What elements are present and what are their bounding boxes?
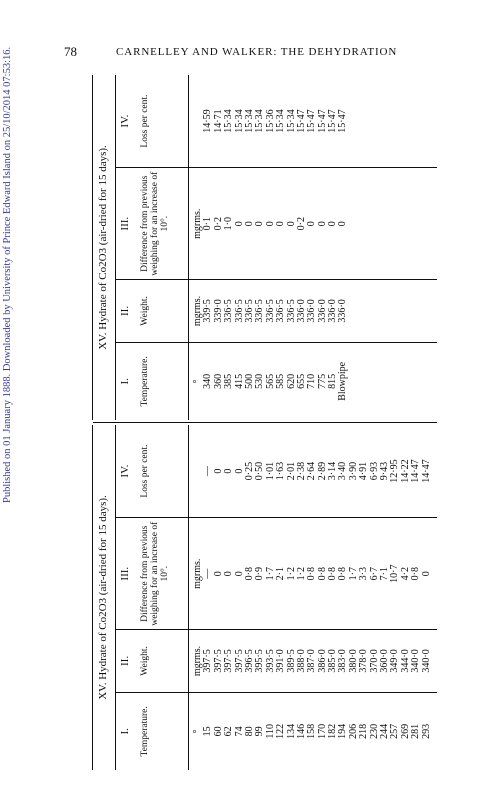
table-cell: 3·3: [358, 567, 370, 581]
table-cell: 344·0: [399, 649, 411, 673]
table-cell: 0: [212, 571, 224, 577]
table-cell: 0: [223, 468, 235, 474]
table-left-body: [187, 425, 437, 770]
table-cell: 15·47: [337, 109, 349, 133]
table-cell: 15·34: [223, 109, 235, 133]
table-cell: 15·34: [285, 109, 297, 133]
table-cell: 336·0: [337, 299, 349, 323]
col-label: Temperature.: [140, 706, 150, 757]
table-cell: 182: [327, 723, 339, 739]
rotated-tables: [92, 75, 437, 770]
table-cell: 15·47: [306, 109, 318, 133]
table-cell: 4·2: [399, 567, 411, 581]
col-num: III.: [119, 566, 131, 581]
table-cell: 0·8: [410, 567, 422, 581]
table-cell: 378·0: [358, 649, 370, 673]
table-cell: 170: [316, 723, 328, 739]
table-cell: 385: [223, 373, 235, 389]
table-cell: 15·47: [327, 109, 339, 133]
table-cell: 336·5: [254, 299, 266, 323]
table-cell: 0·8: [327, 567, 339, 581]
table-cell: 2·89: [316, 461, 328, 481]
table-cell: 206: [347, 723, 359, 739]
table-cell: 387·0: [306, 649, 318, 673]
table-cell: 110: [264, 724, 276, 739]
table-cell: 0·9: [254, 567, 266, 581]
table-cell: mgrms.: [192, 558, 203, 589]
table-cell: 336·5: [264, 299, 276, 323]
table-cell: 360: [212, 373, 224, 389]
temperature-column: [187, 342, 437, 420]
table-cell: 15·36: [264, 109, 276, 133]
col-label: Temperature.: [140, 356, 150, 407]
table-cell: 0: [254, 221, 266, 227]
table-cell: 385·0: [327, 649, 339, 673]
table-cell: 815: [327, 373, 339, 389]
table-cell: 3·90: [347, 461, 359, 481]
table-cell: 1·01: [264, 461, 276, 481]
table-cell: 0: [316, 221, 328, 227]
table-cell: 397·5: [223, 649, 235, 673]
table-cell: mgrms.: [192, 645, 203, 677]
table-cell: 336·5: [223, 299, 235, 323]
table-cell: 230: [368, 723, 380, 739]
table-cell: 530: [254, 373, 266, 389]
table-cell: 194: [337, 723, 349, 739]
table-cell: °: [192, 729, 203, 734]
table-cell: 62: [223, 726, 235, 737]
col-label: Loss per cent.: [140, 444, 150, 498]
difference-column: [187, 167, 437, 279]
table-cell: 0·8: [243, 567, 255, 581]
table-cell: 2·64: [306, 461, 318, 481]
col-label: Difference from previous weighing for an increase of 10°.: [140, 171, 170, 276]
table-cell: —: [202, 466, 214, 477]
table-cell: 336·0: [295, 299, 307, 323]
table-cell: 15: [202, 726, 214, 737]
table-cell: °: [192, 379, 203, 384]
download-notice: Published on 01 January 1888. Downloaded by University of Prince Edward Island on 25/10/2014 07:53:16.: [2, 46, 13, 504]
table-cell: 0·2: [212, 217, 224, 231]
table-cell: 336·0: [316, 299, 328, 323]
table-cell: 15·47: [316, 109, 328, 133]
table-cell: 281: [410, 723, 422, 739]
table-cell: 370·0: [368, 649, 380, 673]
table-cell: 395·5: [254, 649, 266, 673]
table-cell: 15·47: [295, 109, 307, 133]
weight-column: [187, 629, 437, 691]
table-cell: 655: [295, 373, 307, 389]
table-cell: 2·1: [275, 567, 287, 581]
table-cell: 396·5: [243, 649, 255, 673]
table-cell: 3·14: [327, 461, 339, 481]
table-cell: 134: [285, 723, 297, 739]
table-cell: 0·50: [254, 461, 266, 481]
table-cell: 146: [295, 723, 307, 739]
table-cell: 340: [202, 373, 214, 389]
table-cell: 244: [379, 723, 391, 739]
table-cell: 0·8: [306, 567, 318, 581]
col-num: I.: [119, 378, 131, 385]
difference-column: [187, 517, 437, 629]
col-label: Difference from previous weighing for an increase of 10°.: [140, 521, 170, 626]
table-cell: 336·5: [243, 299, 255, 323]
table-cell: 1·0: [223, 217, 235, 231]
table-cell: 60: [212, 726, 224, 737]
table-cell: 15·34: [275, 109, 287, 133]
table-left-title: XV. Hydrate of Co2O3 (air-dried for 15 days).: [97, 495, 109, 700]
table-cell: 0: [327, 221, 339, 227]
col-num: II.: [119, 305, 131, 316]
table-cell: 15·34: [243, 109, 255, 133]
table-cell: 122: [275, 723, 287, 739]
table-cell: 14·47: [420, 459, 432, 483]
table-cell: 80: [243, 726, 255, 737]
table-cell: 0·25: [243, 461, 255, 481]
table-cell: 565: [264, 373, 276, 389]
table-cell: 99: [254, 726, 266, 737]
table-cell: 7·1: [379, 567, 391, 581]
table-right: [92, 75, 437, 420]
table-cell: 397·5: [212, 649, 224, 673]
loss-column: [187, 75, 437, 167]
table-cell: 397·5: [233, 649, 245, 673]
table-cell: —: [202, 568, 214, 579]
table-cell: 710: [306, 373, 318, 389]
table-cell: 6·93: [368, 461, 380, 481]
table-cell: mgrms.: [192, 295, 203, 327]
col-num: II.: [119, 655, 131, 666]
col-label: Weight.: [140, 296, 150, 326]
table-cell: 9·43: [379, 461, 391, 481]
table-left-header: [115, 425, 189, 770]
table-cell: 14·59: [202, 109, 214, 133]
col-num: IV.: [119, 114, 131, 128]
table-cell: 269: [399, 723, 411, 739]
table-cell: 6·7: [368, 567, 380, 581]
table-cell: 1·63: [275, 461, 287, 481]
table-cell: 257: [389, 723, 401, 739]
table-cell: 393·5: [264, 649, 276, 673]
table-cell: 1·2: [285, 567, 297, 581]
table-cell: 389·5: [285, 649, 297, 673]
table-cell: 340·0: [410, 649, 422, 673]
weight-column: [187, 279, 437, 341]
table-cell: 360·0: [379, 649, 391, 673]
table-cell: 0: [233, 571, 245, 577]
page-number: 78: [64, 44, 77, 59]
table-cell: 14·47: [410, 459, 422, 483]
table-cell: 391·0: [275, 649, 287, 673]
table-cell: 218: [358, 723, 370, 739]
table-cell: 0·2: [295, 217, 307, 231]
table-cell: 0·8: [316, 567, 328, 581]
table-cell: 0: [233, 221, 245, 227]
table-cell: 340·0: [420, 649, 432, 673]
table-cell: 775: [316, 373, 328, 389]
table-cell: 380·0: [347, 649, 359, 673]
table-cell: 0: [223, 571, 235, 577]
col-label: Loss per cent.: [140, 94, 150, 148]
table-cell: 336·0: [306, 299, 318, 323]
running-head: CARNELLEY AND WALKER: THE DEHYDRATION: [116, 46, 398, 58]
table-cell: 1·7: [347, 567, 359, 581]
table-cell: 0: [337, 221, 349, 227]
table-cell: mgrms.: [192, 208, 203, 239]
table-left: [92, 425, 437, 770]
table-cell: Blowpipe: [337, 361, 349, 401]
table-cell: 383·0: [337, 649, 349, 673]
table-cell: 2·38: [295, 461, 307, 481]
temperature-column: [187, 692, 437, 770]
table-cell: 585: [275, 373, 287, 389]
table-cell: 339·0: [212, 299, 224, 323]
table-right-header: [115, 75, 189, 420]
table-cell: 2·01: [285, 461, 297, 481]
table-cell: 293: [420, 723, 432, 739]
table-cell: 12·95: [389, 459, 401, 483]
table-cell: 0: [243, 221, 255, 227]
table-cell: 15·34: [233, 109, 245, 133]
table-cell: 14·22: [399, 459, 411, 483]
col-num: III.: [119, 216, 131, 231]
table-cell: 0·8: [337, 567, 349, 581]
table-cell: 4·91: [358, 461, 370, 481]
loss-column: [187, 425, 437, 517]
table-cell: 0: [285, 221, 297, 227]
col-num: IV.: [119, 464, 131, 478]
table-cell: 15·34: [254, 109, 266, 133]
table-cell: 0: [264, 221, 276, 227]
table-cell: 397·5: [202, 649, 214, 673]
table-cell: 386·0: [316, 649, 328, 673]
table-right-body: [187, 75, 437, 420]
table-cell: 158: [306, 723, 318, 739]
table-cell: 0: [233, 468, 245, 474]
table-cell: 349·0: [389, 649, 401, 673]
table-cell: 0·1: [202, 217, 214, 231]
table-cell: 1·2: [295, 567, 307, 581]
table-cell: 0: [306, 221, 318, 227]
table-cell: 336·0: [327, 299, 339, 323]
table-right-title: XV. Hydrate of Co2O3 (air-dried for 15 days).: [97, 145, 109, 350]
table-cell: 14·71: [212, 109, 224, 133]
table-cell: 0: [420, 571, 432, 577]
table-cell: 0: [212, 468, 224, 474]
table-cell: 415: [233, 373, 245, 389]
table-cell: 336·5: [285, 299, 297, 323]
table-cell: 339·5: [202, 299, 214, 323]
table-cell: 0: [275, 221, 287, 227]
col-num: I.: [119, 728, 131, 735]
table-cell: 1·7: [264, 567, 276, 581]
table-cell: 10·7: [389, 564, 401, 583]
table-cell: 500: [243, 373, 255, 389]
table-cell: 620: [285, 373, 297, 389]
table-cell: 3·40: [337, 461, 349, 481]
table-cell: 388·0: [295, 649, 307, 673]
col-label: Weight.: [140, 646, 150, 676]
table-cell: 74: [233, 726, 245, 737]
table-cell: 336·5: [233, 299, 245, 323]
table-cell: 336·5: [275, 299, 287, 323]
